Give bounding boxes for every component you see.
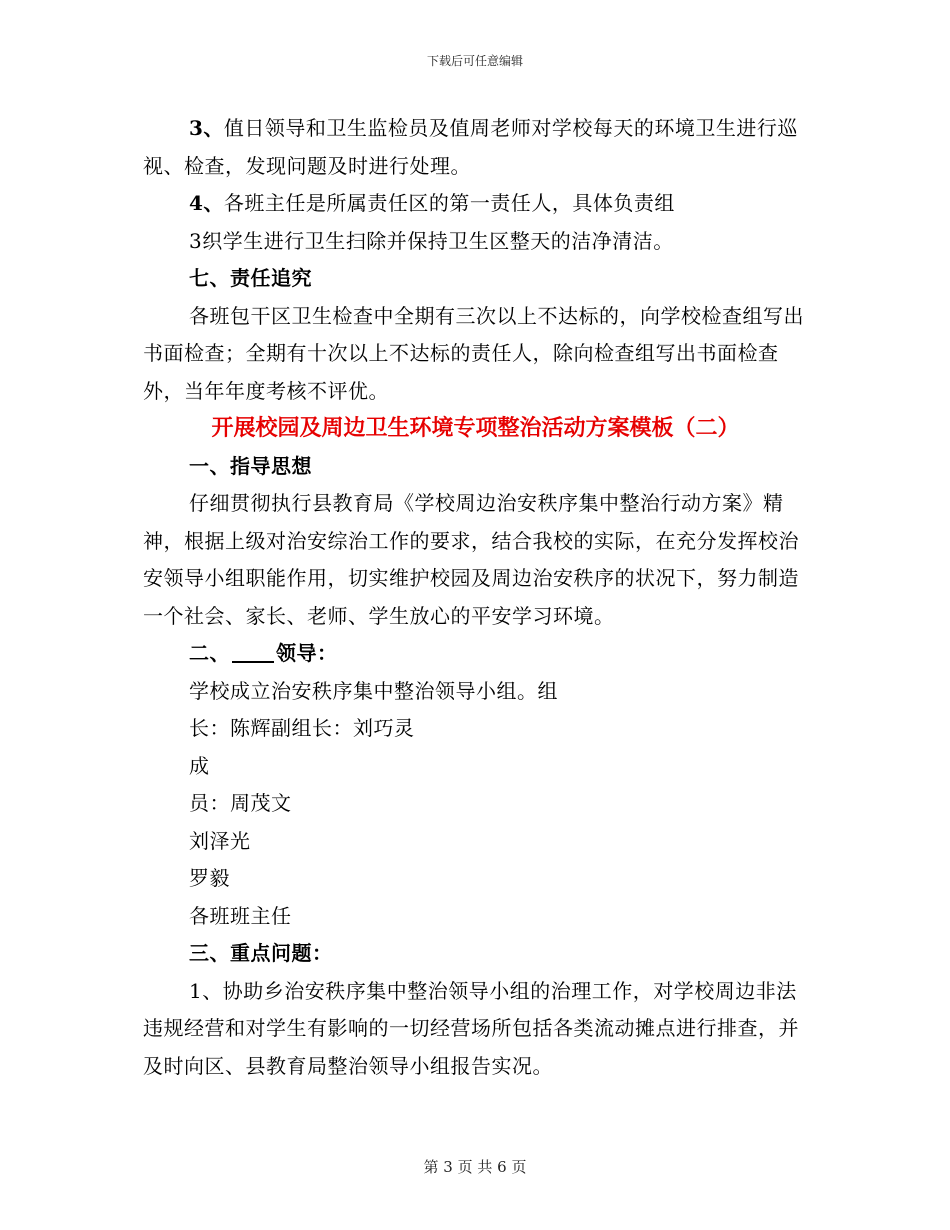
section-heading-1: 一、指导思想 [189, 453, 312, 478]
paragraph-group-intro: 学校成立治安秩序集中整治领导小组。组 [189, 678, 558, 703]
paragraph-item-3 [143, 110, 808, 185]
page-header-note: 下载后可任意编辑 [426, 54, 523, 68]
item-text: 协助乡治安秩序集中整治领导小组的治理工作，对学校周边非法违规经营和对学生有影响的一切经营场所包括各类流动摊点进行排查，并及时向区、县教育局整治领导小组报告实况。 [143, 978, 799, 1078]
blank-underline [232, 641, 274, 663]
section-heading-2 [143, 635, 808, 673]
section-heading-3: 三、重点问题： [189, 941, 333, 965]
paragraph-member-2: 刘泽光 [189, 828, 251, 853]
item-number: 1、 [189, 978, 223, 1003]
paragraph-members-label: 成 [189, 753, 210, 778]
item-text: 值日领导和卫生监检员及值周老师对学校每天的环境卫生进行巡视、检查，发现问题及时进行处理。 [143, 116, 798, 178]
heading-prefix: 二、 [189, 641, 230, 665]
paragraph-guiding-idea: 仔细贯彻执行县教育局《学校周边治安秩序集中整治行动方案》精神，根据上级对治安综治工作的要求，结合我校的实际，在充分发挥校治安领导小组职能作用，切实维护校园及周边治安秩序的状况下，努力制造一个社会、家长、老师、学生放心的平安学习环境。 [143, 491, 799, 628]
paragraph-member-4: 各班班主任 [189, 903, 292, 928]
item-number: 4、 [189, 191, 224, 215]
paragraph-responsibility: 各班包干区卫生检查中全期有三次以上不达标的，向学校检查组写出书面检查；全期有十次以上不达标的责任人，除向检查组写出书面检查外，当年年度考核不评优。 [143, 303, 804, 403]
paragraph-member-3: 罗毅 [189, 866, 230, 890]
document-title-2: 开展校园及周边卫生环境专项整治活动方案模板（二） [211, 415, 740, 441]
section-heading-7: 七、责任追究 [189, 266, 312, 290]
paragraph-group-leader: 长：陈辉副组长：刘巧灵 [189, 716, 415, 740]
item-number: 3、 [189, 116, 224, 140]
heading-suffix: 领导： [276, 641, 338, 665]
paragraph-item-4 [143, 185, 808, 223]
page-content [143, 110, 808, 1085]
paragraph-continuation: 3织学生进行卫生扫除并保持卫生区整天的洁净清洁。 [189, 228, 674, 253]
item-text: 各班主任是所属责任区的第一责任人，具体负责组 [223, 191, 675, 215]
paragraph-member-1: 员：周茂文 [189, 791, 292, 815]
page-footer-number: 第 3 页 共 6 页 [423, 1158, 527, 1176]
paragraph-key-issue-1 [143, 973, 808, 1086]
